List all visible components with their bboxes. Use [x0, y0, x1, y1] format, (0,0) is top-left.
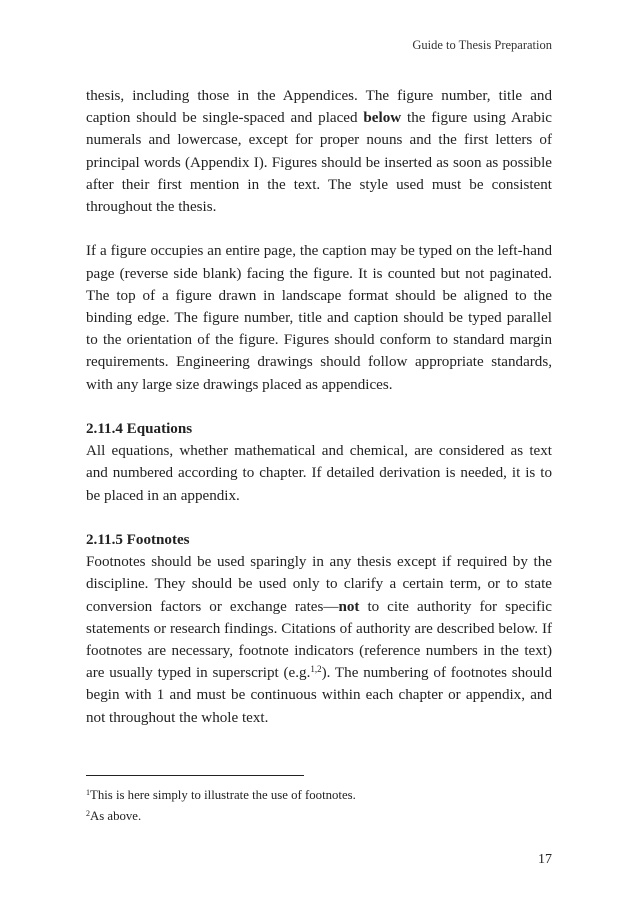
paragraph-text: to cite authority for specific statements or research findings. Citations of authority are described below. If footnotes are necessary, footnote indicators (reference numbers in the text) are usually typed in superscript (e.g. [86, 598, 553, 682]
footnote-marker: 2 [86, 809, 90, 818]
paragraph-full-page-figure: If a figure occupies an entire page, the caption may be typed on the left-hand page (reverse side blank) facing the figure. It is counted but not paginated. The top of a figure drawn in landscape format should be aligned to the binding edge. The figure number, title and caption should be typed parallel to the orientation of the figure. Figures should conform to standard margin requirements. Engineering drawings should follow appropriate standards, with any large size drawings placed as appendices. [86, 243, 552, 393]
emphasis-not: not [338, 598, 360, 615]
footnote-separator [86, 775, 304, 776]
paragraph-text: Footnotes should be used sparingly in any thesis except if required by the discipline. They should be used only to clarify a certain term, or to state conversion factors or exchange rates— [86, 554, 552, 615]
paragraph-footnotes [86, 551, 552, 729]
section-heading-equations: 2.11.4 Equations [86, 421, 193, 438]
page-number: 17 [538, 852, 552, 867]
footnote-item [86, 785, 552, 806]
emphasis-below: below [363, 110, 402, 127]
paragraph-text: thesis, including those in the Appendices. The figure number, title and caption should be single-spaced and placed [86, 88, 552, 127]
footnote-item [86, 806, 552, 827]
footnote-text: This is here simply to illustrate the use of footnotes. [90, 788, 356, 802]
paragraph-equations: All equations, whether mathematical and chemical, are considered as text and numbered according to chapter. If detailed derivation is needed, it is to be placed in an appendix. [86, 443, 552, 504]
footnote-reference: 1,2 [310, 664, 322, 675]
footnotes-list [86, 785, 552, 827]
footnote-text: As above. [90, 809, 142, 823]
footnote-marker: 1 [86, 788, 90, 797]
running-header: Guide to Thesis Preparation [412, 38, 552, 52]
paragraph-figure-placement [86, 85, 552, 218]
paragraph-text: ). The numbering of footnotes should begin with 1 and must be continuous within each chapter or appendix, and not throughout the whole text. [86, 665, 552, 726]
page-body [86, 85, 552, 729]
section-heading-footnotes: 2.11.5 Footnotes [86, 532, 190, 549]
paragraph-text: the figure using Arabic numerals and lowercase, except for proper nouns and the first letters of principal words (Appendix I). Figures should be inserted as soon as possible after their first mention in the text. The style used must be consistent throughout the thesis. [86, 110, 552, 216]
